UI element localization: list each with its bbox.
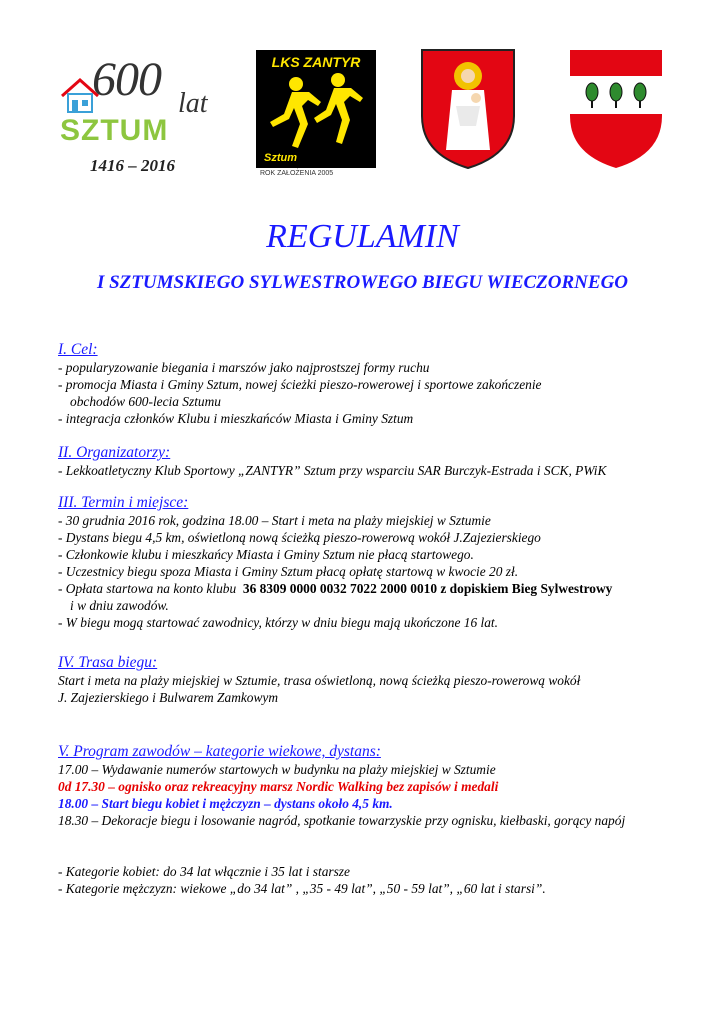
section-heading: II. Organizatorzy: xyxy=(58,444,171,461)
runners-icon xyxy=(256,50,376,168)
club-name: LKS ZANTYR xyxy=(271,54,361,70)
section-program xyxy=(58,742,698,897)
text-line: - promocja Miasta i Gminy Sztum, nowej ścieżki pieszo-rowerowej i sportowe zakończenie xyxy=(58,377,542,392)
document-body xyxy=(58,340,698,897)
race-start-line: 18.00 – Start biegu kobiet i mężczyzn – dystans około 4,5 km. xyxy=(58,796,393,811)
women-categories: - Kategorie kobiet: do 34 lat włącznie i 35 lat i starsze xyxy=(58,864,350,879)
page-title: REGULAMIN xyxy=(266,218,459,255)
text-line: - Dystans biegu 4,5 km, oświetloną nową ścieżką pieszo-rowerową wokół J.Zajezierskiego xyxy=(58,530,541,545)
text-line: i w dniu zawodów. xyxy=(70,598,169,613)
section-trasa xyxy=(58,653,698,706)
men-categories: - Kategorie mężczyzn: wiekowe „do 34 lat” , „35 - 49 lat”, „50 - 59 lat”, „60 lat i starsi”. xyxy=(58,881,546,896)
text-line: 18.30 – Dekoracje biegu i losowanie nagród, spotkanie towarzyskie przy ognisku, kiełbaski, gorący napój xyxy=(58,813,626,828)
section-organizatorzy xyxy=(58,443,698,479)
section-heading: V. Program zawodów – kategorie wiekowe, dystans: xyxy=(58,743,381,760)
jubilee-logo xyxy=(50,52,225,182)
nordic-walking-line: 0d 17.30 – ognisko oraz rekreacyjny marsz Nordic Walking bez zapisów i medali xyxy=(58,779,499,794)
club-town: Sztum xyxy=(264,152,297,164)
club-founding-caption: ROK ZAŁOŻENIA 2005 xyxy=(260,170,334,177)
bank-account: 36 8309 0000 0032 7022 2000 0010 z dopiskiem Bieg Sylwestrowy xyxy=(242,581,613,596)
text-line: - 30 grudnia 2016 rok, godzina 18.00 – Start i meta na plaży miejskiej w Sztumie xyxy=(58,513,491,528)
text-line: - W biegu mogą startować zawodnicy, którzy w dniu biegu mają ukończone 16 lat. xyxy=(58,615,498,630)
section-heading: III. Termin i miejsce: xyxy=(58,494,189,511)
text-line: 17.00 – Wydawanie numerów startowych w budynku na plaży miejskiej w Sztumie xyxy=(58,762,496,777)
section-heading: IV. Trasa biegu: xyxy=(58,654,158,671)
club-logo xyxy=(256,50,376,168)
text-line: - integracja członków Klubu i mieszkańców Miasta i Gminy Sztum xyxy=(58,411,414,426)
text-line: - Uczestnicy biegu spoza Miasta i Gminy Sztum płacą opłatę startową w kwocie 20 zł. xyxy=(58,564,519,579)
jubilee-number: 600 xyxy=(92,53,161,106)
payment-prefix: - Opłata startowa na konto klubu xyxy=(58,581,243,596)
three-trees-shield-icon xyxy=(566,46,666,171)
text-line: J. Zajezierskiego i Bulwarem Zamkowym xyxy=(58,690,279,705)
madonna-shield-icon xyxy=(418,46,518,171)
section-termin xyxy=(58,493,698,631)
text-line: - popularyzowanie biegania i marszów jako najprostszej formy ruchu xyxy=(58,360,430,375)
jubilee-unit: lat xyxy=(178,88,208,119)
text-line: obchodów 600-lecia Sztumu xyxy=(70,394,221,409)
jubilee-years: 1416 – 2016 xyxy=(90,156,175,175)
text-line: Start i meta na plaży miejskiej w Sztumie, trasa oświetloną, nową ścieżką pieszo-rowerową wokół xyxy=(58,673,581,688)
payment-line xyxy=(58,580,698,597)
page-subtitle: I SZTUMSKIEGO SYLWESTROWEGO BIEGU WIECZORNEGO xyxy=(96,272,629,293)
section-cel xyxy=(58,340,698,427)
text-line: - Członkowie klubu i mieszkańcy Miasta i Gminy Sztum nie płacą startowego. xyxy=(58,547,474,562)
logo-bar xyxy=(0,40,725,190)
jubilee-town: SZTUM xyxy=(60,114,169,147)
text-line: - Lekkoatletyczny Klub Sportowy „ZANTYR” Sztum przy wsparciu SAR Burczyk-Estrada i SCK, PWiK xyxy=(58,463,607,478)
section-heading: I. Cel: xyxy=(58,341,98,358)
